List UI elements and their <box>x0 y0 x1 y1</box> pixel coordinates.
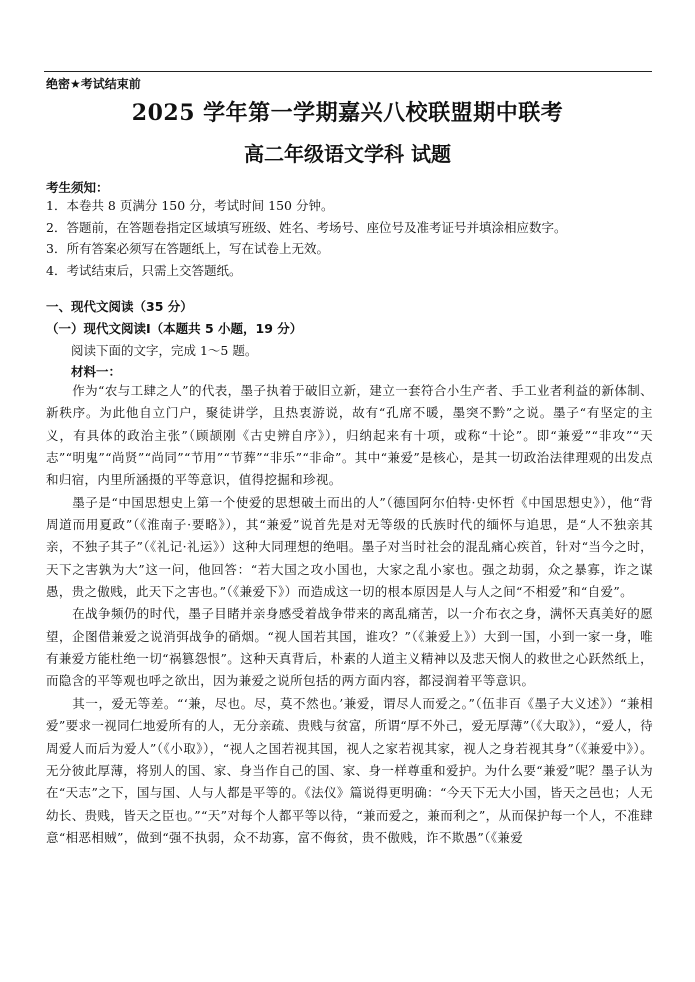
reading-passage <box>46 380 653 849</box>
passage-paragraph: 墨子是“中国思想史上第一个使爱的思想破土而出的人”（德国阿尔伯特·史怀哲《中国思想史》），他“背周道而用夏政”（《淮南子·要略》），其“兼爱”说首先是对无等级的氏族时代的缅怀与追思，是“人不独亲其亲，不独子其子”（《礼记·礼运》）这种大同理想的绝唱。墨子对当时社会的混乱痛心疾首，针对“当今之时，天下之害孰为大”这一问，他回答：“若大国之攻小国也，大家之乱小家也。强之劫弱，众之暴寡，诈之谋愚，贵之傲贱，此天下之害也。”（《兼爱下》）而造成这一切的根本原因是人与人之间“不相爱”和“自爱”。 <box>46 494 653 600</box>
notice-item: 2．答题前，在答题卷指定区域填写班级、姓名、考场号、座位号及准考证号并填涂相应数字。 <box>46 219 567 235</box>
notice-list <box>46 195 651 281</box>
notice-heading: 考生须知： <box>46 180 109 195</box>
passage-paragraph: 作为“农与工肆之人”的代表，墨子执着于破旧立新，建立一套符合小生产者、手工业者利益的新体制、新秩序。为此他自立门户，聚徒讲学，且热衷游说，故有“孔席不暖，墨突不黔”之说。墨子“有坚定的主义，有具体的政治主张”（顾颉刚《古史辨自序》），归纳起来有十项，或称“十论”。即“兼爱”“非攻”“天志”“明鬼”“尚贤”“尚同”“节用”“节葬”“非乐”“非命”。其中“兼爱”是核心，是其一切政治法律理观的出发点和归宿，内里所涵摄的平等意识，值得挖掘和珍视。 <box>46 383 653 488</box>
reading-instruction: 阅读下面的文字，完成 1～5 题。 <box>71 343 258 358</box>
notice-item: 3．所有答案必须写在答题纸上，写在试卷上无效。 <box>46 241 329 256</box>
exam-subtitle: 高二年级语文学科 试题 <box>244 142 451 166</box>
exam-title: 2025 学年第一学期嘉兴八校联盟期中联考 <box>131 100 564 126</box>
top-rule <box>44 71 652 72</box>
section-heading: 一、现代文阅读（35 分） <box>46 299 193 314</box>
material-label: 材料一： <box>71 364 122 379</box>
notice-item: 1．本卷共 8 页满分 150 分，考试时间 150 分钟。 <box>46 198 334 213</box>
confidential-label: 绝密★考试结束前 <box>46 77 141 91</box>
passage-paragraph: 其一，爱无等差。“‘兼，尽也。尽，莫不然也。’兼爱，谓尽人而爱之。”（伍非百《墨子大义述》）“兼相爱”要求一视同仁地爱所有的人，无分亲疏、贵贱与贫富，所谓“厚不外己，爱无厚薄”（《大取》），“爱人，待周爱人而后为爱人”（《小取》），“视人之国若视其国，视人之家若视其家，视人之身若视其身”（《兼爱中》）。无分彼此厚薄，将别人的国、家、身当作自己的国、家、身一样尊重和爱护。为什么要“兼爱”呢？墨子认为在“天志”之下，国与国、人与人都是平等的。《法仪》篇说得更明确：“今天下无大小国，皆天之邑也；人无幼长、贵贱，皆天之臣也。”“天”对每个人都平等以待，“兼而爱之，兼而利之”，从而保护每一个人，不准肆意“相恶相贼”，做到“强不执弱，众不劫寡，富不侮贫，贵不傲贱，诈不欺愚”（《兼爱 <box>46 695 653 845</box>
notice-item: 4．考试结束后，只需上交答题纸。 <box>46 262 242 278</box>
subsection-heading: （一）现代文阅读Ⅰ（本题共 5 小题，19 分） <box>46 321 303 336</box>
passage-paragraph: 在战争频仍的时代，墨子目睹并亲身感受着战争带来的离乱痛苦，以一介布衣之身，满怀天真美好的愿望，企图借兼爱之说消弭战争的硝烟。“视人国若其国，谁攻？”（《兼爱上》）大到一国，小到一家一身，唯有兼爱方能杜绝一切“祸篡怨恨”。这种天真背后，朴素的人道主义精神以及悲天悯人的救世之心跃然纸上，而隐含的平等观也呼之欲出，因为兼爱之说所包括的两方面内容，都浸润着平等意识。 <box>46 606 653 689</box>
